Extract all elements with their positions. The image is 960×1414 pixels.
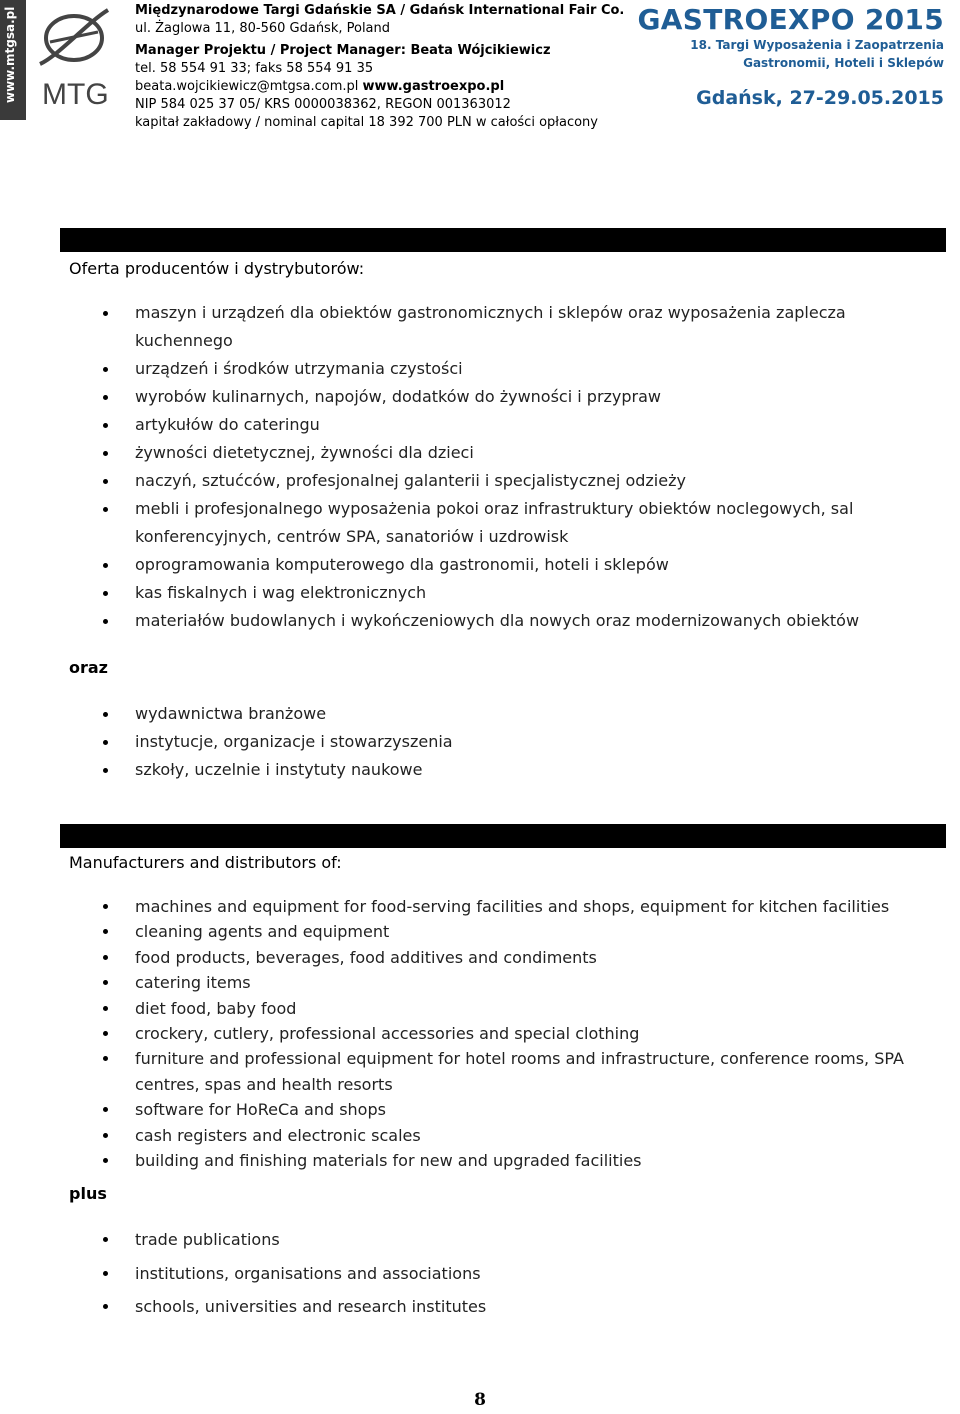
- polish-offer-label: Oferta producentów i dystrybutorów:: [69, 259, 365, 278]
- project-manager: Manager Projektu / Project Manager: Beata Wójcikiewicz: [135, 43, 551, 58]
- list-item: trade publications: [100, 1223, 930, 1257]
- list-item: szkoły, uczelnie i instytuty naukowe: [100, 756, 930, 784]
- list-item: mebli i profesjonalnego wyposażenia pokoi oraz infrastruktury obiektów noclegowych, sal konferencyjnych, centrów SPA, sanatoriów i uzdrowisk: [100, 495, 930, 551]
- vertical-url-strip: [0, 0, 26, 120]
- list-item: wydawnictwa branżowe: [100, 700, 930, 728]
- list-item: schools, universities and research institutes: [100, 1290, 930, 1324]
- list-item: diet food, baby food: [100, 996, 930, 1021]
- list-item: instytucje, organizacje i stowarzyszenia: [100, 728, 930, 756]
- list-item: software for HoReCa and shops: [100, 1097, 930, 1122]
- english-section-title: LIST OF BRANCH GROUPS: [399, 827, 605, 846]
- mtg-logo: [36, 2, 114, 110]
- event-subtitle-1: 18. Targi Wyposażenia i Zaopatrzenia: [690, 38, 944, 52]
- list-item: institutions, organisations and associations: [100, 1257, 930, 1291]
- english-group-list: [100, 894, 930, 1173]
- event-title: GASTROEXPO 2015: [637, 3, 944, 36]
- company-address: ul. Żaglowa 11, 80-560 Gdańsk, Poland: [135, 21, 391, 36]
- event-date: Gdańsk, 27-29.05.2015: [696, 87, 944, 109]
- list-item: materiałów budowlanych i wykończeniowych dla nowych oraz modernizowanych obiektów: [100, 607, 930, 635]
- english-offer-label: Manufacturers and distributors of:: [69, 853, 342, 872]
- list-item: crockery, cutlery, professional accessories and special clothing: [100, 1021, 930, 1046]
- list-item: żywności dietetycznej, żywności dla dzieci: [100, 439, 930, 467]
- polish-section-title: SPIS GRUP TOWAROWYCH: [393, 232, 603, 251]
- polish-oraz-label: oraz: [69, 658, 108, 677]
- list-item: cash registers and electronic scales: [100, 1123, 930, 1148]
- website-link[interactable]: www.gastroexpo.pl: [362, 79, 505, 94]
- event-subtitle-2: Gastronomii, Hoteli i Sklepów: [743, 56, 944, 70]
- polish-extra-list: [100, 700, 930, 784]
- side-url: www.mtgsa.pl: [3, 6, 17, 103]
- email-link[interactable]: beata.wojcikiewicz@mtgsa.com.pl: [135, 79, 359, 94]
- list-item: catering items: [100, 970, 930, 995]
- logo-text: MTG: [42, 78, 109, 110]
- list-item: artykułów do cateringu: [100, 411, 930, 439]
- company-info: [135, 2, 624, 132]
- polish-group-list: [100, 299, 930, 635]
- company-name: Międzynarodowe Targi Gdańskie SA / Gdańsk International Fair Co.: [135, 3, 625, 18]
- page-number: 8: [474, 1390, 486, 1410]
- list-item: maszyn i urządzeń dla obiektów gastronomicznych i sklepów oraz wyposażenia zaplecza kuchennego: [100, 299, 930, 355]
- list-item: urządzeń i środków utrzymania czystości: [100, 355, 930, 383]
- list-item: cleaning agents and equipment: [100, 919, 930, 944]
- list-item: naczyń, sztućców, profesjonalnej galanterii i specjalistycznej odzieży: [100, 467, 930, 495]
- mtg-logo-icon: [36, 2, 114, 110]
- list-item: building and finishing materials for new and upgraded facilities: [100, 1148, 930, 1173]
- list-item: machines and equipment for food-serving facilities and shops, equipment for kitchen facilities: [100, 894, 930, 919]
- list-item: kas fiskalnych i wag elektronicznych: [100, 579, 930, 607]
- english-plus-label: plus: [69, 1184, 107, 1203]
- english-extra-list: [100, 1223, 930, 1324]
- list-item: furniture and professional equipment for hotel rooms and infrastructure, conference rooms, SPA centres, spas and health resorts: [100, 1046, 930, 1097]
- list-item: food products, beverages, food additives and condiments: [100, 945, 930, 970]
- list-item: wyrobów kulinarnych, napojów, dodatków do żywności i przypraw: [100, 383, 930, 411]
- phone-fax: tel. 58 554 91 33; faks 58 554 91 35: [135, 61, 374, 76]
- company-ids: NIP 584 025 37 05/ KRS 0000038362, REGON 001363012: [135, 97, 511, 112]
- company-capital: kapitał zakładowy / nominal capital 18 392 700 PLN w całości opłacony: [135, 115, 598, 130]
- list-item: oprogramowania komputerowego dla gastronomii, hoteli i sklepów: [100, 551, 930, 579]
- event-info: [638, 4, 945, 110]
